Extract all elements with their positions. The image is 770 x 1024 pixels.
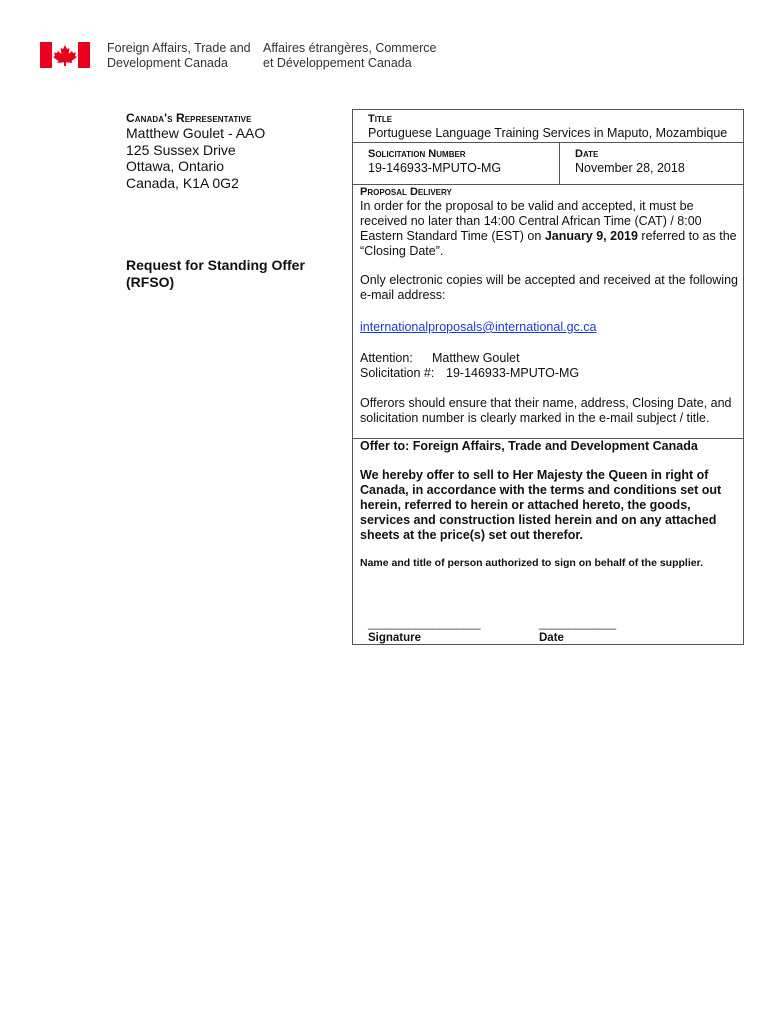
solicitation-box xyxy=(352,109,744,645)
proposal-delivery-text xyxy=(360,199,738,259)
electronic-copies-note: Only electronic copies will be accepted and received at the following e-mail address: xyxy=(360,273,738,302)
solicitation-date-row xyxy=(353,143,743,185)
date-signature-line[interactable]: _____________ xyxy=(539,618,616,630)
solicitation-ref-line xyxy=(360,366,738,381)
dept-fr-line-1: Affaires étrangères, Commerce xyxy=(263,41,437,55)
signature-label: Signature xyxy=(368,632,422,644)
title-value: Portuguese Language Training Services in Maputo, Mozambique xyxy=(368,126,728,140)
document-type-line-2: (RFSO) xyxy=(126,274,175,290)
signature-line[interactable]: ___________________ xyxy=(368,618,481,630)
delivery-text-part-2: referred to as the “Closing Date”. xyxy=(360,229,737,258)
attention-line xyxy=(360,351,738,366)
representative-name: Matthew Goulet - AAO xyxy=(126,125,266,141)
solicitation-ref-label: Solicitation #: xyxy=(360,366,435,380)
delivery-text-part-1: In order for the proposal to be valid and accepted, it must be received no later than 14:00 Central African Time (CAT) / 8:00 Eastern Standard Time (EST) on xyxy=(360,199,702,243)
date-signature-label: Date xyxy=(539,632,564,644)
dept-fr-line-2: et Développement Canada xyxy=(263,56,412,70)
department-name-english xyxy=(107,41,251,71)
proposal-delivery-label: Proposal Delivery xyxy=(360,186,452,198)
document-type xyxy=(126,257,341,291)
canada-representative-block xyxy=(126,111,341,191)
canada-flag-icon xyxy=(40,42,90,68)
address-line-2: Ottawa, Ontario xyxy=(126,158,225,174)
title-row xyxy=(353,110,743,143)
solicitation-number-value: 19-146933-MPUTO-MG xyxy=(368,161,502,175)
offer-to: Offer to: Foreign Affairs, Trade and Development Canada xyxy=(360,439,698,453)
offer-statement: We hereby offer to sell to Her Majesty the Queen in right of Canada, in accordance with the terms and conditions set out herein, referred to herein or attached hereto, the goods, services and construction listed herein and on any attached sheets at the price(s) set out therefor. xyxy=(360,468,722,542)
solicitation-ref-value: 19-146933-MPUTO-MG xyxy=(446,366,580,380)
column-divider xyxy=(559,143,560,184)
address-line-3: Canada, K1A 0G2 xyxy=(126,174,239,191)
title-label: Title xyxy=(368,113,393,125)
email-link[interactable]: internationalproposals@international.gc.ca xyxy=(360,320,597,334)
department-name-french xyxy=(263,41,436,71)
closing-date: January 9, 2019 xyxy=(544,229,638,243)
offer-section xyxy=(353,439,743,644)
solicitation-number-label: Solicitation Number xyxy=(368,148,466,160)
representative-heading: Canada's Representative xyxy=(126,111,252,125)
date-value: November 28, 2018 xyxy=(575,161,685,175)
attention-value: Matthew Goulet xyxy=(432,351,520,365)
document-type-line-1: Request for Standing Offer xyxy=(126,257,305,273)
proposal-delivery-section xyxy=(353,185,743,439)
dept-en-line-2: Development Canada xyxy=(107,56,228,70)
address-line-1: 125 Sussex Drive xyxy=(126,141,236,158)
offeror-ensure-note: Offerors should ensure that their name, address, Closing Date, and solicitation number is clearly marked in the e-mail subject / title. xyxy=(360,396,732,425)
dept-en-line-1: Foreign Affairs, Trade and xyxy=(107,41,251,55)
attention-label: Attention: xyxy=(360,351,413,365)
date-label: Date xyxy=(575,148,599,160)
authorized-signatory-note: Name and title of person authorized to sign on behalf of the supplier. xyxy=(360,557,704,569)
